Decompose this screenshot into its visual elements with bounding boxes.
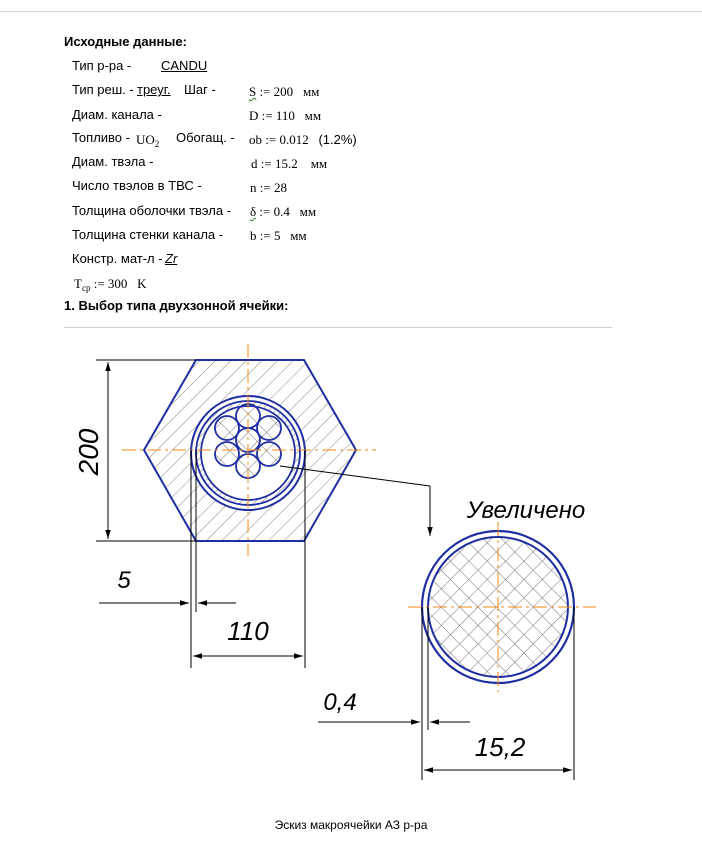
wall-thick-formula[interactable]: b := 5 мм xyxy=(250,228,307,243)
heading: Исходные данные: xyxy=(64,34,187,49)
lattice-label: Тип реш. - xyxy=(72,82,134,97)
enlarged-rod xyxy=(408,522,596,692)
reactor-type-label: Тип р-ра - xyxy=(72,58,132,73)
material-value[interactable]: Zr xyxy=(165,251,178,266)
clad-thick-formula[interactable]: δ := 0.4 мм xyxy=(250,204,317,219)
dim-110-label: 110 xyxy=(227,616,269,646)
enrich-label: Обогащ. - xyxy=(176,130,235,145)
wall-thick-label: Толщина стенки канала - xyxy=(72,227,224,242)
rod-diam-label: Диам. твэла - xyxy=(72,154,154,169)
rod-count-label: Число твэлов в ТВС - xyxy=(72,178,202,193)
temperature-formula[interactable]: $T_{ср}$ := 300 K xyxy=(74,276,147,293)
dim-152-label: 15,2 xyxy=(474,732,526,762)
reactor-type-value[interactable]: CANDU xyxy=(161,58,208,73)
clad-thick-label: Толщина оболочки твэла - xyxy=(72,203,232,218)
fuel-label: Топливо - xyxy=(72,130,130,145)
dim-200-label: 200 xyxy=(73,428,104,476)
lattice-value[interactable]: треуг. xyxy=(137,82,171,97)
channel-diam-label: Диам. канала - xyxy=(72,107,162,122)
enrich-formula[interactable]: ob := 0.012 (1.2%) xyxy=(249,132,357,147)
enlarged-label: Увеличено xyxy=(466,497,586,524)
pitch-formula[interactable]: S := 200 мм xyxy=(249,84,320,99)
rod-diam-formula[interactable]: d := 15.2 мм xyxy=(251,156,328,171)
rod-count-formula[interactable]: n := 28 xyxy=(250,180,287,195)
hex-cell xyxy=(122,344,376,556)
fuel-formula: $UO_2$ xyxy=(136,132,160,149)
section-title: 1. Выбор типа двухзонной ячейки: xyxy=(64,298,289,313)
dim-04-label: 0,4 xyxy=(323,689,357,716)
sketch-caption: Эскиз макроячейки АЗ р-ра xyxy=(274,818,428,832)
material-label: Констр. мат-л - xyxy=(72,251,163,266)
channel-diam-formula[interactable]: D := 110 мм xyxy=(249,108,322,123)
dim-5-label: 5 xyxy=(117,567,131,594)
pitch-label: Шаг - xyxy=(184,82,216,97)
